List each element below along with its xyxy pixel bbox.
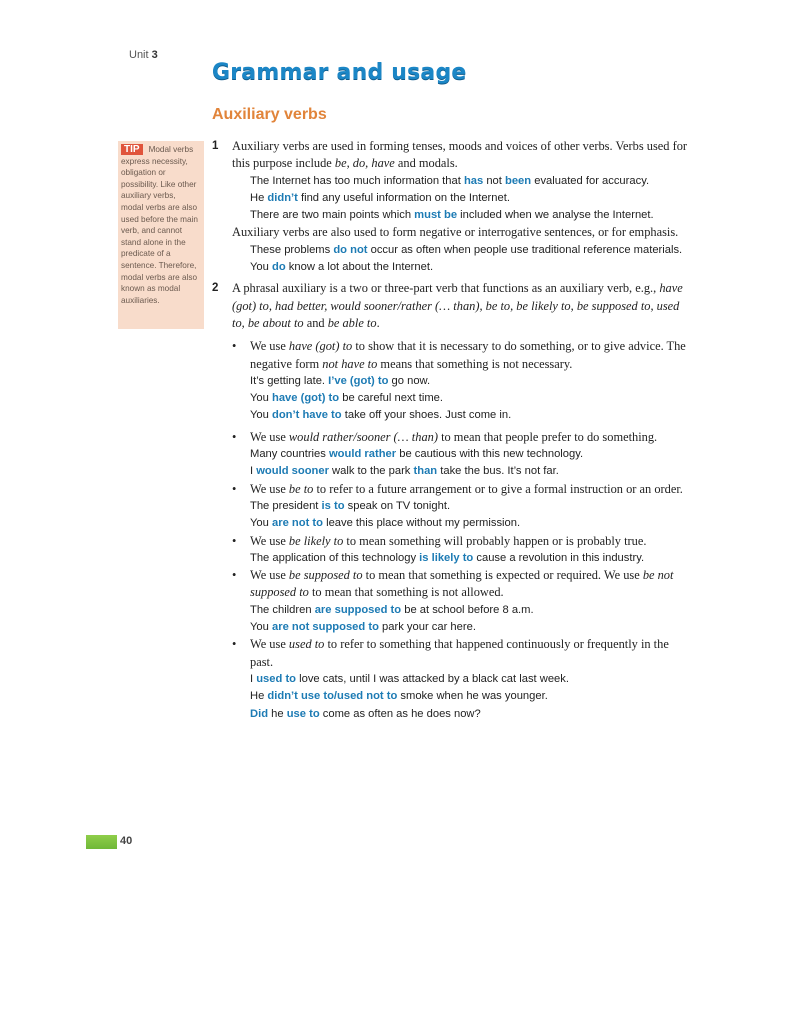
example-sentence: You are not to leave this place without my permission.: [250, 517, 521, 530]
section-1: [212, 138, 688, 276]
bullet-text: We use be to to refer to a future arrangement or to give a formal instruction or an order.: [250, 481, 683, 496]
example-sentence: You have (got) to be careful next time.: [250, 392, 443, 405]
bullet-item: [232, 481, 688, 533]
example-sentence: You do know a lot about the Internet.: [250, 261, 434, 274]
paragraph: Auxiliary verbs are used in forming tenses, moods and voices of other verbs. Verbs used for this purpose include be, do, have and modals.: [232, 139, 688, 171]
example-sentence: I would sooner walk to the park than take the bus. It’s not far.: [250, 465, 559, 478]
bullet-icon: •: [232, 481, 237, 496]
bullet-text: We use would rather/sooner (… than) to mean that people prefer to do something.: [250, 429, 658, 444]
example-sentence: He didn’t find any useful information on the Internet.: [250, 191, 510, 204]
paragraph: A phrasal auxiliary is a two or three-part verb that functions as an auxiliary verb, e.g., have (got) to, had better, would sooner/rather (… than), be to, be likely to, be supposed to, used to, be about to and be able to.: [232, 281, 683, 330]
bullet-item: [232, 636, 688, 722]
bullet-icon: •: [232, 637, 237, 652]
section-number: 2: [212, 282, 219, 295]
example-sentence: There are two main points which must be included when we analyse the Internet.: [250, 209, 654, 222]
example-sentence: Did he use to come as often as he does now?: [250, 707, 481, 720]
section-2: [212, 280, 688, 722]
main-content: [212, 138, 688, 723]
example-sentence: You don’t have to take off your shoes. Just come in.: [250, 409, 512, 422]
bullet-text: We use have (got) to to show that it is necessary to do something, or to give advice. The negative form not have to means that something is not necessary.: [250, 339, 686, 371]
bullet-item: [232, 338, 688, 424]
bullet-item: [232, 567, 688, 636]
page-title: Grammar and usage: [212, 60, 467, 85]
section-subtitle: Auxiliary verbs: [212, 106, 327, 123]
page-number: 40: [120, 835, 133, 847]
bullet-item: [232, 429, 688, 481]
tip-label: TIP: [121, 144, 143, 155]
tip-text: Modal verbs express necessity, obligation or possibility. Like other auxiliary verbs, modal verbs are also used before the main verb, and cannot stand alone in the predicate of a sentence. Therefore, modal verbs are also known as modal auxiliaries.: [121, 145, 198, 305]
bullet-icon: •: [232, 429, 237, 444]
footer-bar: [86, 835, 117, 849]
example-sentence: These problems do not occur as often when people use traditional reference materials.: [250, 243, 683, 256]
bullet-text: We use used to to refer to something that happened continuously or frequently in the past.: [250, 637, 669, 669]
example-sentence: I used to love cats, until I was attacked by a black cat last week.: [250, 672, 569, 685]
example-sentence: Many countries would rather be cautious with this new technology.: [250, 448, 584, 461]
unit-label: Unit 3: [129, 49, 158, 61]
bullet-item: [232, 533, 688, 568]
tip-box: [118, 141, 204, 329]
example-sentence: The children are supposed to be at school before 8 a.m.: [250, 603, 534, 616]
bullet-text: We use be supposed to to mean that something is expected or required. We use be not supposed to to mean that something is not allowed.: [250, 568, 674, 600]
bullet-icon: •: [232, 339, 237, 354]
example-sentence: It’s getting late. I’ve (got) to go now.: [250, 374, 431, 387]
example-sentence: The application of this technology is likely to cause a revolution in this industry.: [250, 551, 645, 564]
paragraph: Auxiliary verbs are also used to form negative or interrogative sentences, or for emphasis.: [232, 225, 679, 240]
example-sentence: You are not supposed to park your car here.: [250, 621, 476, 634]
example-sentence: The president is to speak on TV tonight.: [250, 499, 451, 512]
example-sentence: The Internet has too much information that has not been evaluated for accuracy.: [250, 174, 650, 187]
bullet-icon: •: [232, 568, 237, 583]
bullet-text: We use be likely to to mean something will probably happen or is probably true.: [250, 533, 647, 548]
bullet-icon: •: [232, 533, 237, 548]
example-sentence: He didn’t use to/used not to smoke when he was younger.: [250, 690, 548, 703]
section-number: 1: [212, 140, 219, 152]
